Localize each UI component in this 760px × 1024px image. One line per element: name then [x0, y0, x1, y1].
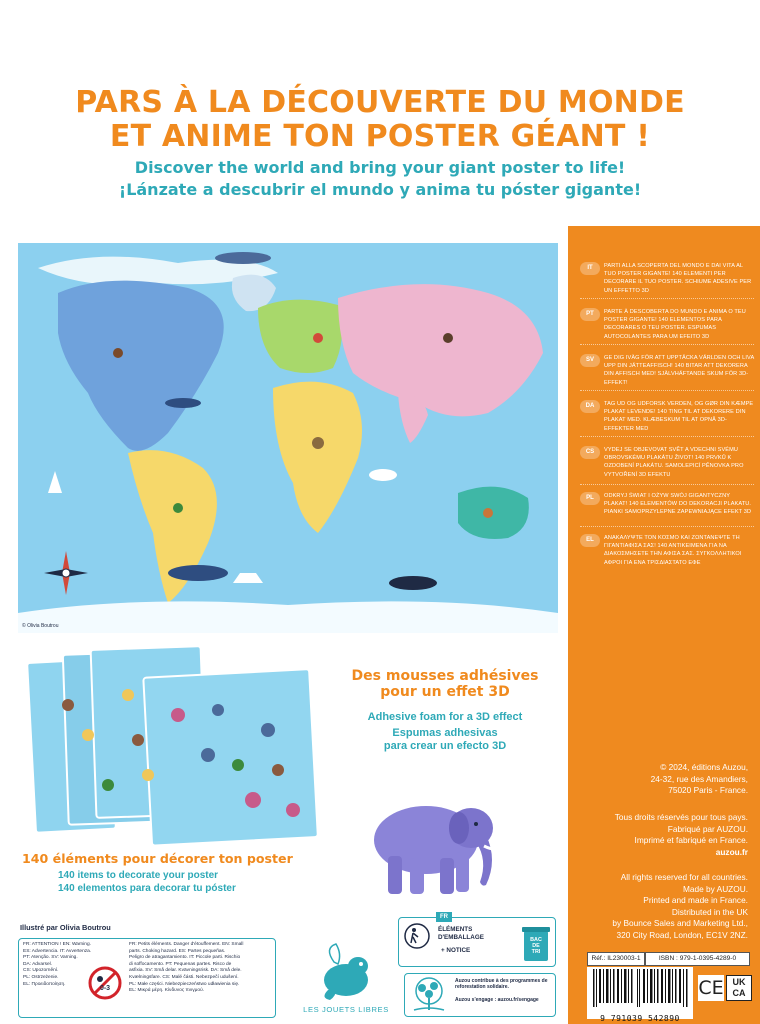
translation-text: PARTE À DESCOBERTA DO MUNDO E ANIMA O TEU POSTER GIGANTE! 140 ELEMENTOS PARA DECORARES O TEU POSTER. ESPUMAS AUTOCOLANTES PARA UM EFEITO 3D: [604, 309, 746, 340]
age-warning-icon: [88, 966, 122, 1000]
translation-text: TAG UD OG UDFORSK VERDEN, OG GØR DIN KÆMPE PLAKAT LEVENDE! 140 TING TIL AT DEKORERE DIN PLAKAT MED. KLÆBESKUM TIL AT OPNÅ 3D-EFFEKTER MED: [604, 401, 754, 432]
world-map-poster: [18, 243, 558, 633]
warning-line: ES: Advertencia. IT: Avvertenza.: [23, 948, 92, 954]
foam-heading-line: Des mousses adhésives: [351, 668, 539, 684]
warning-line: di soffocamento. PT: Pequenas partes. Risco de: [129, 961, 232, 967]
bin-label-line: DE: [532, 943, 540, 950]
subtitle-spanish: ¡Lánzate a descubrir el mundo y anima tu póster gigante!: [118, 180, 642, 199]
translation-text: GE DIG IVÄG FÖR ATT UPPTÄCKA VÄRLDEN OCH LIVA UPP DIN JÄTTEAFFISCH! 140 BITAR ATT DEKORERA DIN AFFISCH MED! SJÄLVHÄFTANDE SKUM FÖR 3D-EFFEKT!: [604, 355, 754, 386]
address-line: 24-32, rue des Amandiers,: [650, 773, 748, 784]
foam-text-es-2: para crear un efecto 3D: [383, 740, 507, 752]
humpback-whale-shape: [168, 565, 228, 581]
whale-shape: [215, 252, 271, 264]
rights-line: Tous droits réservés pour tous pays.: [614, 812, 748, 822]
reference-code: Réf.: IL230003-1: [587, 952, 645, 966]
publisher-name: LES JOUETS LIBRES: [303, 1005, 389, 1014]
rights-line: All rights reserved for all countries.: [620, 872, 748, 882]
translation-text: PARTI ALLA SCOPERTA DEL MONDO E DAI VITA AL TUO POSTER GIGANTE! 140 ELEMENTI PER DECORARE IL TUO POSTER. SCHIUME ADESIVE PER UN EFFETTO 3D: [604, 263, 752, 294]
sorting-person-icon: [404, 923, 430, 949]
foam-text-en: Adhesive foam for a 3D effect: [367, 711, 523, 723]
warning-line: parts. Choking hazard. ES: Partes pequeñas.: [129, 948, 226, 954]
translation-text: VYDEJ SE OBJEVOVAT SVĚT A VDECHNI SVÉMU OBROVSKÉMU PLAKÁTU ŽIVOT! 140 PRVKŮ K OZDOBENÍ PLAKÁTU. SAMOLEPICÍ PĚNOVKA PRO VYTVOŘENÍ 3D EFEKTU: [604, 447, 744, 478]
warning-line: asfixia. SV: Små delar. Kvävningsrisk. DA: Små dele.: [129, 968, 242, 974]
rights-en-block: [612, 872, 748, 942]
warning-line: Peligro de atragantamiento. IT: Piccole parti. Rischio: [129, 955, 241, 961]
distributor-address: 320 City Road, London, EC1V 2NZ.: [616, 929, 748, 940]
warning-details: [129, 942, 271, 995]
tree-illustration: [408, 976, 450, 1014]
dolphin-shape: [165, 398, 201, 408]
foam-heading-line: pour un effet 3D: [380, 684, 510, 700]
packaging-line: ÉLÉMENTS: [438, 926, 473, 933]
warning-box: [18, 938, 276, 1018]
australia-shape: [458, 487, 529, 539]
language-tag: IT: [580, 262, 600, 275]
bin-label-line: BAC: [530, 937, 542, 943]
notice-text: + NOTICE: [441, 947, 471, 954]
language-tag: CS: [580, 446, 600, 459]
ukca-line: UK: [732, 977, 746, 987]
tree-icon: [408, 976, 450, 1014]
ukca-mark-icon: [726, 975, 752, 1001]
sticker-sheets-image: [28, 645, 320, 845]
isbn-code: ISBN : 979-1-0395-4289-0: [645, 952, 750, 966]
printed-line: Imprimé et fabriqué en France.: [634, 835, 748, 846]
barcode: [587, 967, 693, 1023]
shark-shape: [369, 469, 397, 481]
title-line-1: PARS À LA DÉCOUVERTE DU MONDE: [75, 85, 685, 120]
website-link[interactable]: auzou.fr: [715, 846, 748, 857]
warning-line: EL: Μικρά μέρη. Κίνδυνος πνιγμού.: [129, 988, 205, 994]
warning-line: CS: Upozornění.: [23, 968, 59, 974]
orca-shape: [389, 576, 437, 590]
language-tag: EL: [580, 534, 600, 547]
copyright-line: © 2024, éditions Auzou,: [660, 762, 748, 772]
packaging-text: [438, 926, 508, 941]
translation-text: ΑΝΑΚΑΛΥΨΤΕ ΤΟΝ ΚΟΣΜΟ ΚΑΙ ΖΩΝΤΑΝΕΨΤΕ ΤΗ ΓΙΓΑΝΤΙΑΦΙΣΑ ΣΑΣ! 140 ΑΝΤΙΚΕΙΜΕΝΑ ΓΙΑ ΝΑ ΔΙΑΚΟΣΜΗΣΕΤΕ ΤΗΝ ΑΦΙΣΑ ΣΑΣ. ΣΥΓΚΟΛΛΗΤΙΚΟΙ ΑΦΡΟΙ ΓΙΑ ΕΝΑ ΤΡΙΣΔΙΑΣΤΑΤΟ ΕΦΕ: [604, 535, 742, 566]
packaging-line: D'EMBALLAGE: [438, 933, 484, 941]
elephant-icon: [356, 790, 516, 900]
reforestation-text: Auzou contribue à des programmes de reforestation solidaire.: [455, 978, 548, 991]
warning-line: PL: Małe części. Niebezpieczeństwo udławienia się.: [129, 981, 240, 987]
illustrator-credit: Illustré par Olivia Boutrou: [20, 923, 111, 932]
warning-line: PT: Atenção. SV: Varning.: [23, 955, 78, 961]
warning-line: FR: ATTENTION ! EN: Warning.: [23, 942, 91, 947]
warning-line: FR: Petits éléments. Danger d'étouffement. EN: Small: [129, 942, 244, 947]
distributor-line: by Bounce Sales and Marketing Ltd.,: [612, 918, 748, 929]
manufacturer-line: Fabriqué par AUZOU.: [667, 823, 748, 834]
elements-text-en: 140 items to decorate your poster: [58, 870, 219, 881]
manufacturer-line: Made by AUZOU.: [682, 883, 748, 894]
copyright-block: [651, 762, 748, 797]
translations-panel: [568, 226, 760, 1024]
language-tag: PL: [580, 492, 600, 505]
barcode-digits: 9 791039 542890: [600, 1014, 680, 1023]
map-credit: © Olivia Boutrou: [22, 623, 59, 629]
ce-mark-icon: CE: [698, 977, 724, 999]
translation-text: ODKRYJ ŚWIAT I OŻYW SWÓJ GIGANTYCZNY PLAKAT! 140 ELEMENTÓW DO DEKORACJI PLAKATU. PIANKI SAMOPRZYLEPNE ZAPEWNIAJĄCE EFEKT 3D: [604, 493, 752, 516]
rights-fr-block: [615, 812, 748, 858]
warning-line: Kvælningsfare. CS: Malé části. Nebezpečí udušení.: [129, 974, 239, 980]
warning-line: PL: Ostrzeżenie.: [23, 974, 59, 980]
elephant-illustration: [356, 790, 516, 900]
reforestation-link[interactable]: Auzou s'engage : auzou.fr/sengage: [455, 997, 539, 1003]
triman-icon: [404, 923, 430, 949]
no-under-3-icon: [88, 966, 122, 1000]
country-tag: FR: [436, 912, 452, 922]
language-tag: PT: [580, 308, 600, 321]
warning-line: DA: Advarsel.: [23, 961, 53, 967]
age-label: 0-3: [99, 985, 111, 992]
page-title: [0, 86, 760, 154]
antarctica-shape: [18, 601, 558, 633]
barcode-icon: [587, 967, 693, 1009]
foam-heading-fr: [330, 668, 560, 700]
elements-heading-fr: 140 éléments pour décorer ton poster: [22, 851, 293, 866]
warning-line: EL: Προειδοποίηση.: [23, 981, 66, 987]
bird-logo-icon: [306, 940, 386, 1006]
language-tag: SV: [580, 354, 600, 367]
printed-line: Printed and made in France.: [643, 895, 748, 906]
bin-label-line: TRI: [531, 949, 541, 956]
bin-label: [525, 937, 547, 956]
elements-text-es: 140 elementos para decorar tu póster: [58, 883, 236, 894]
world-map-illustration: [18, 243, 558, 633]
foam-text-es-1: Espumas adhesivas: [392, 727, 498, 739]
distributor-line: Distributed in the UK: [671, 906, 748, 917]
sticker-sheets-illustration: [28, 645, 320, 845]
ukca-line: CA: [732, 988, 746, 998]
language-tag: DA: [580, 400, 600, 413]
title-line-2: ET ANIME TON POSTER GÉANT !: [109, 119, 651, 154]
subtitle-english: Discover the world and bring your giant poster to life!: [134, 158, 626, 177]
address-line: 75020 Paris - France.: [668, 785, 748, 796]
